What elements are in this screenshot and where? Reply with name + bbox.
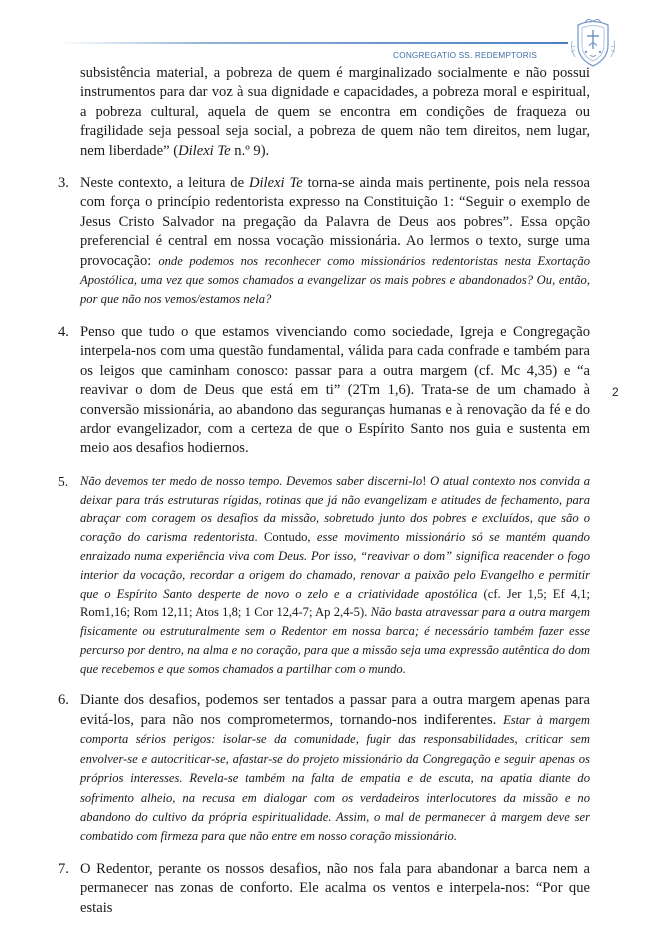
paragraph-4: 4. Penso que tudo o que estamos vivenciando como sociedade, Igreja e Congregação interpela-nos com uma questão fundamental, válida para cada confrade e também para os leigos que caminham conosco: passar para a outra margem (cf. Mc 4,35) e “a reavivar o dom de Deus que está em ti” (2Tm 1,6). Trata-se de um chamado à conversão missionária, ao abandono das seguranças humanas e à renovação da fé e do ardor evangelizador, com a certeza de que o Espírito Santo nos guia e sustenta em meio aos desafios hodiernos. [58, 323, 590, 457]
paragraph-7: 7. O Redentor, perante os nossos desafios, não nos fala para abandonar a barca nem a permanecer nas zonas de conforto. Ele acalma os ventos e interpela-nos: “Por que estais [58, 860, 590, 916]
intro-paragraph: subsistência material, a pobreza de quem é marginalizado socialmente e não possui instrumentos para dar voz à sua dignidade e capacidades, a pobreza moral e espiritual, a pobreza cultural, aquela de quem se encontra em condições de fraqueza ou fragilidade seja pessoal seja social, a pobreza de quem não tem direitos, nem lugar, nem liberdade” (Dilexi Te n.º 9). [80, 65, 590, 159]
paragraph-6: 6. Diante dos desafios, podemos ser tentados a passar para a outra margem apenas para evitá-los, para não nos comprometermos, tornando-nos indiferentes. Estar à margem comporta sérios perigos: isolar-se da comunidade, fugir das responsabilidades, criticar sem envolver-se e autocriticar-se, afastar-se do projeto missionário da Congregação e seguir apenas os próprios interesses. Revela-se também na falta de empatia e de escuta, na apatia diante do sofrimento alheio, na recusa em dialogar com os verdadeiros interlocutores da missão e no abandono do cultivo da própria espiritualidade. Assim, o mal de permanecer à margem deve ser combatido com firmeza para que não entre em nosso coração missionário. [58, 692, 590, 844]
header-rule [58, 42, 568, 44]
paragraph-number: 6. [58, 692, 69, 709]
page-number: 2 [612, 385, 619, 399]
header-organization: CONGREGATIO SS. REDEMPTORIS [393, 51, 537, 60]
paragraph-number: 7. [58, 860, 69, 877]
document-body [58, 64, 591, 931]
paragraph-number: 3. [58, 175, 69, 192]
paragraph-3: 3. Neste contexto, a leitura de Dilexi Te torna-se ainda mais pertinente, pois nela ressoa com força o princípio redentorista expresso na Constituição 1: “Seguir o exemplo de Jesus Cristo Salvador na pregação da Palavra de Deus aos pobres”. Essa opção preferencial é central em nossa vocação missionária. Ao lermos o texto, surge uma provocação: onde podemos nos reconhecer como missionários redentoristas nesta Exortação Apostólica, uma vez que somos chamados a evangelizar os mais pobres e abandonados? Ou, então, por que não nos vemos/estamos nela? [58, 175, 591, 307]
paragraph-5: 5. Não devemos ter medo de nosso tempo. Devemos saber discerni-lo! O atual contexto nos convida a deixar para trás estruturas rígidas, rotinas que já não evangelizam e atitudes de fechamento, para abraçar com coragem os desafios da missão, sobretudo junto dos pobres e excluídos, que são o coração do carisma redentorista. Contudo, esse movimento missionário só se mantém quando enraizado numa experiência viva com Deus. Por isso, “reavivar o dom” significa reacender o fogo interior da vocação, recordar a origem do chamado, renovar a paixão pelo Evangelho e permitir que o Espírito Santo desperte de novo o zelo e a criatividade apostólica (cf. Jer 1,5; Ef 4,1; Rom1,16; Rom 12,11; Atos 1,8; 1 Cor 12,4-7; Ap 2,4-5). Não basta atravessar para a outra margem fisicamente ou estruturalmente sem o Redentor em nossa barca; é necessário também fazer esse percurso por dentro, na alma e no coração, para que a missão seja uma expressão autêntica do dom que recebemos e que somos chamados a partilhar com o mundo. [58, 473, 591, 676]
paragraph-number: 4. [58, 323, 69, 340]
paragraph-number: 5. [58, 473, 69, 489]
redemptorist-crest-icon [568, 19, 618, 69]
